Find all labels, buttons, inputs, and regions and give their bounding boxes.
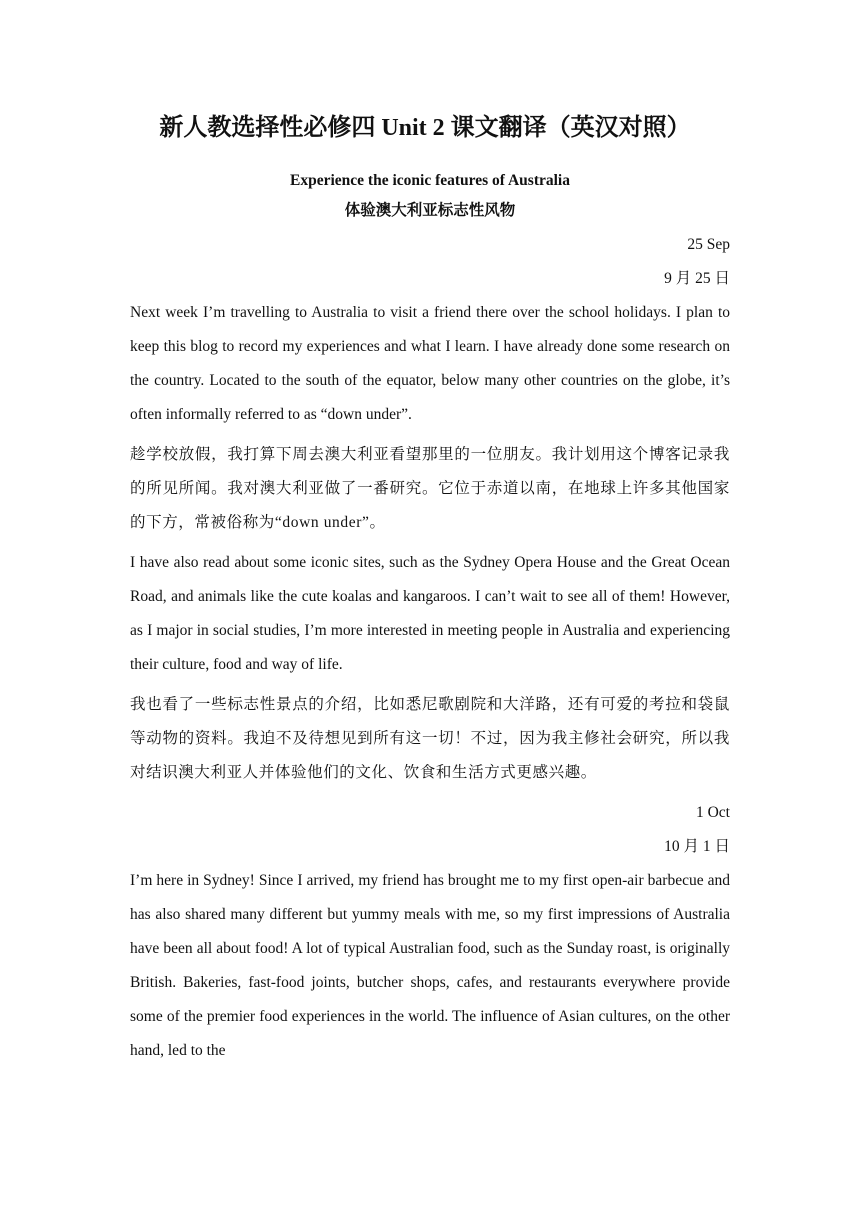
entry-date-chinese: 10 月 1 日 xyxy=(664,838,730,855)
paragraph-english: I’m here in Sydney! Since I arrived, my friend has brought me to my first open-air barbecue and has also shared many different but yummy meals with me, so my first impressions of Australia have been all about food! A lot of typical Australian food, such as the Sunday roast, is originally British. Bakeries, fast-food joints, butcher shops, cafes, and restaurants everywhere provide some of the premier food experiences in the world. The influence of Asian cultures, on the other hand, led to the xyxy=(130,872,730,1059)
entry-date-english: 25 Sep xyxy=(687,236,730,253)
blog-entry-25-sep xyxy=(130,228,730,790)
subtitle-english: Experience the iconic features of Australia xyxy=(290,172,570,189)
document-title: 新人教选择性必修四 Unit 2 课文翻译（英汉对照） xyxy=(159,115,691,141)
entry-date-english: 1 Oct xyxy=(695,804,730,821)
blog-entry-1-oct xyxy=(130,796,730,1068)
entry-date-chinese: 9 月 25 日 xyxy=(664,270,730,287)
subtitle-chinese: 体验澳大利亚标志性风物 xyxy=(344,202,516,219)
paragraph-english: Next week I’m travelling to Australia to visit a friend there over the school holidays. I plan to keep this blog to record my experiences and what I learn. I have already done some research on the country. Located to the south of the equator, below many other countries on the globe, it’s often informally referred to as “down under”. xyxy=(130,304,730,423)
paragraph-chinese: 趁学校放假，我打算下周去澳大利亚看望那里的一位朋友。我计划用这个博客记录我的所见所闻。我对澳大利亚做了一番研究。它位于赤道以南，在地球上许多其他国家的下方，常被俗称为“down under”。 xyxy=(130,446,730,531)
document-page xyxy=(130,108,730,1074)
paragraph-english: I have also read about some iconic sites, such as the Sydney Opera House and the Great Ocean Road, and animals like the cute koalas and kangaroos. I can’t wait to see all of them! However, as I major in social studies, I’m more interested in meeting people in Australia and experiencing their culture, food and way of life. xyxy=(130,554,730,673)
paragraph-chinese: 我也看了一些标志性景点的介绍，比如悉尼歌剧院和大洋路，还有可爱的考拉和袋鼠等动物的资料。我迫不及待想见到所有这一切！不过，因为我主修社会研究，所以我对结识澳大利亚人并体验他们的文化、饮食和生活方式更感兴趣。 xyxy=(130,696,730,781)
